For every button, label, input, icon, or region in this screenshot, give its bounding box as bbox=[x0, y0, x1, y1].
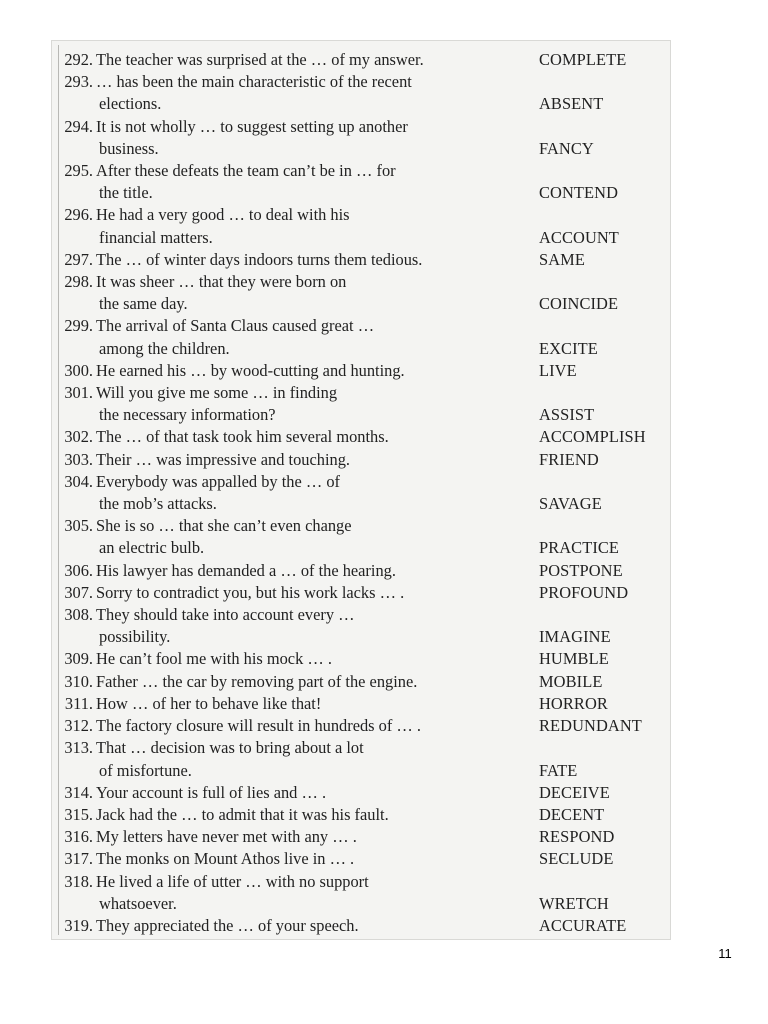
item-number: 298. bbox=[64, 272, 93, 292]
item-sentence bbox=[96, 737, 526, 781]
item-number: 304. bbox=[64, 471, 93, 491]
item-sentence-line: His lawyer has demanded a … of the hearing. bbox=[96, 560, 396, 580]
item-sentence bbox=[96, 382, 526, 426]
base-word: DECEIVE bbox=[539, 782, 610, 802]
exercise-item bbox=[52, 71, 672, 115]
exercise-item bbox=[52, 804, 672, 826]
base-word: CONTEND bbox=[539, 183, 619, 203]
item-sentence-line: Sorry to contradict you, but his work lacks … . bbox=[96, 582, 405, 602]
item-sentence-continuation: the necessary information? bbox=[99, 405, 276, 425]
base-word: EXCITE bbox=[539, 338, 598, 358]
base-word: PRACTICE bbox=[539, 538, 620, 558]
item-number: 311. bbox=[64, 693, 93, 713]
item-sentence-continuation: possibility. bbox=[99, 627, 171, 647]
exercise-item bbox=[52, 671, 672, 693]
item-sentence bbox=[96, 204, 526, 248]
exercise-item-list bbox=[52, 49, 672, 937]
exercise-item bbox=[52, 315, 672, 359]
base-word: REDUNDANT bbox=[539, 716, 642, 736]
item-number: 303. bbox=[64, 449, 93, 469]
item-number: 297. bbox=[64, 249, 93, 269]
item-sentence bbox=[96, 871, 526, 915]
base-word: FRIEND bbox=[539, 449, 599, 469]
base-word: FATE bbox=[539, 760, 578, 780]
base-word: SECLUDE bbox=[539, 849, 614, 869]
base-word: PROFOUND bbox=[539, 582, 629, 602]
item-sentence-line: The factory closure will result in hundreds of … . bbox=[96, 716, 421, 736]
item-sentence-line: Jack had the … to admit that it was his fault. bbox=[96, 804, 389, 824]
base-word: ACCURATE bbox=[539, 915, 627, 935]
exercise-item bbox=[52, 382, 672, 426]
item-number: 306. bbox=[64, 560, 93, 580]
item-sentence-line: … has been the main characteristic of the recent bbox=[96, 72, 412, 92]
item-sentence-line: Everybody was appalled by the … of bbox=[96, 471, 340, 491]
exercise-item bbox=[52, 715, 672, 737]
item-sentence-continuation: among the children. bbox=[99, 338, 230, 358]
exercise-item bbox=[52, 49, 672, 71]
item-sentence-line: Their … was impressive and touching. bbox=[96, 449, 350, 469]
item-number: 314. bbox=[64, 782, 93, 802]
item-sentence-continuation: the mob’s attacks. bbox=[99, 494, 217, 514]
exercise-item bbox=[52, 360, 672, 382]
base-word: SAME bbox=[539, 249, 585, 269]
base-word: ACCOMPLISH bbox=[539, 427, 646, 447]
item-sentence bbox=[96, 560, 526, 582]
base-word: HUMBLE bbox=[539, 649, 609, 669]
item-sentence-line: The … of that task took him several months. bbox=[96, 427, 389, 447]
item-sentence-line: He lived a life of utter … with no support bbox=[96, 871, 369, 891]
exercise-item bbox=[52, 782, 672, 804]
item-sentence bbox=[96, 693, 526, 715]
item-number: 307. bbox=[64, 582, 93, 602]
item-sentence-continuation: elections. bbox=[99, 94, 162, 114]
base-word: COINCIDE bbox=[539, 294, 619, 314]
base-word: ABSENT bbox=[539, 94, 604, 114]
item-sentence bbox=[96, 471, 526, 515]
base-word: LIVE bbox=[539, 360, 577, 380]
item-number: 312. bbox=[64, 716, 93, 736]
item-sentence-line: The teacher was surprised at the … of my answer. bbox=[96, 50, 424, 69]
item-sentence bbox=[96, 915, 526, 937]
item-sentence-line: She is so … that she can’t even change bbox=[96, 516, 352, 536]
item-sentence-line: Your account is full of lies and … . bbox=[96, 782, 327, 802]
item-sentence bbox=[96, 515, 526, 559]
scanned-exercise-page bbox=[51, 40, 671, 940]
page-number: 11 bbox=[718, 946, 732, 961]
item-number: 313. bbox=[64, 738, 93, 758]
item-number: 316. bbox=[64, 827, 93, 847]
item-sentence bbox=[96, 715, 526, 737]
exercise-item bbox=[52, 271, 672, 315]
item-sentence bbox=[96, 804, 526, 826]
item-sentence-line: They should take into account every … bbox=[96, 605, 355, 625]
item-sentence bbox=[96, 360, 526, 382]
item-sentence-continuation: business. bbox=[99, 138, 159, 158]
item-number: 296. bbox=[64, 205, 93, 225]
exercise-item bbox=[52, 604, 672, 648]
base-word: MOBILE bbox=[539, 671, 603, 691]
item-sentence-line: The arrival of Santa Claus caused great … bbox=[96, 316, 375, 336]
item-sentence bbox=[96, 604, 526, 648]
item-sentence bbox=[96, 582, 526, 604]
exercise-item bbox=[52, 915, 672, 937]
item-sentence bbox=[96, 249, 526, 271]
exercise-item bbox=[52, 204, 672, 248]
item-sentence-continuation: the same day. bbox=[99, 294, 188, 314]
item-number: 318. bbox=[64, 871, 93, 891]
item-sentence-line: My letters have never met with any … . bbox=[96, 827, 357, 847]
base-word: DECENT bbox=[539, 804, 605, 824]
exercise-item bbox=[52, 426, 672, 448]
item-number: 300. bbox=[64, 360, 93, 380]
item-sentence bbox=[96, 49, 526, 71]
item-sentence-line: The … of winter days indoors turns them tedious. bbox=[96, 249, 423, 269]
base-word: WRETCH bbox=[539, 893, 609, 913]
item-sentence bbox=[96, 271, 526, 315]
item-sentence-line: It was sheer … that they were born on bbox=[96, 272, 347, 292]
exercise-item bbox=[52, 116, 672, 160]
exercise-item bbox=[52, 249, 672, 271]
base-word: ASSIST bbox=[539, 405, 595, 425]
item-sentence bbox=[96, 116, 526, 160]
item-number: 319. bbox=[64, 915, 93, 935]
base-word: POSTPONE bbox=[539, 560, 623, 580]
exercise-item bbox=[52, 160, 672, 204]
item-sentence bbox=[96, 848, 526, 870]
exercise-item bbox=[52, 449, 672, 471]
item-sentence-line: Will you give me some … in finding bbox=[96, 383, 338, 403]
item-sentence-line: They appreciated the … of your speech. bbox=[96, 915, 359, 935]
item-number: 293. bbox=[64, 72, 93, 92]
item-sentence-line: The monks on Mount Athos live in … . bbox=[96, 849, 355, 869]
item-number: 305. bbox=[64, 516, 93, 536]
base-word: FANCY bbox=[539, 138, 594, 158]
item-number: 315. bbox=[64, 804, 93, 824]
exercise-item bbox=[52, 848, 672, 870]
item-sentence bbox=[96, 826, 526, 848]
base-word: HORROR bbox=[539, 693, 608, 713]
item-sentence bbox=[96, 71, 526, 115]
item-sentence-continuation: an electric bulb. bbox=[99, 538, 205, 558]
exercise-item bbox=[52, 826, 672, 848]
item-sentence bbox=[96, 671, 526, 693]
item-sentence-line: He can’t fool me with his mock … . bbox=[96, 649, 332, 669]
item-sentence-continuation: the title. bbox=[99, 183, 153, 203]
item-number: 295. bbox=[64, 161, 93, 181]
exercise-item bbox=[52, 693, 672, 715]
item-sentence-line: That … decision was to bring about a lot bbox=[96, 738, 364, 758]
item-sentence bbox=[96, 782, 526, 804]
exercise-item bbox=[52, 737, 672, 781]
exercise-item bbox=[52, 515, 672, 559]
item-sentence-line: Father … the car by removing part of the engine. bbox=[96, 671, 418, 691]
item-number: 301. bbox=[64, 383, 93, 403]
item-number: 299. bbox=[64, 316, 93, 336]
item-sentence-line: How … of her to behave like that! bbox=[96, 693, 322, 713]
item-number: 302. bbox=[64, 427, 93, 447]
item-number: 294. bbox=[64, 116, 93, 136]
item-sentence bbox=[96, 315, 526, 359]
exercise-item bbox=[52, 648, 672, 670]
item-sentence-continuation: of misfortune. bbox=[99, 760, 192, 780]
exercise-item bbox=[52, 560, 672, 582]
item-number: 309. bbox=[64, 649, 93, 669]
item-sentence bbox=[96, 648, 526, 670]
item-sentence-continuation: whatsoever. bbox=[99, 893, 177, 913]
item-number: 292. bbox=[64, 50, 93, 69]
base-word: SAVAGE bbox=[539, 494, 602, 514]
item-sentence bbox=[96, 449, 526, 471]
item-number: 317. bbox=[64, 849, 93, 869]
item-sentence bbox=[96, 426, 526, 448]
item-sentence bbox=[96, 160, 526, 204]
exercise-item bbox=[52, 582, 672, 604]
item-sentence-continuation: financial matters. bbox=[99, 227, 213, 247]
base-word: IMAGINE bbox=[539, 627, 611, 647]
base-word: ACCOUNT bbox=[539, 227, 619, 247]
item-sentence-line: He earned his … by wood-cutting and hunting. bbox=[96, 360, 405, 380]
item-sentence-line: It is not wholly … to suggest setting up another bbox=[96, 116, 408, 136]
base-word: COMPLETE bbox=[539, 50, 627, 69]
item-sentence-line: After these defeats the team can’t be in … for bbox=[96, 161, 396, 181]
base-word: RESPOND bbox=[539, 827, 615, 847]
item-sentence-line: He had a very good … to deal with his bbox=[96, 205, 350, 225]
exercise-item bbox=[52, 871, 672, 915]
exercise-item bbox=[52, 471, 672, 515]
item-number: 310. bbox=[64, 671, 93, 691]
item-number: 308. bbox=[64, 605, 93, 625]
